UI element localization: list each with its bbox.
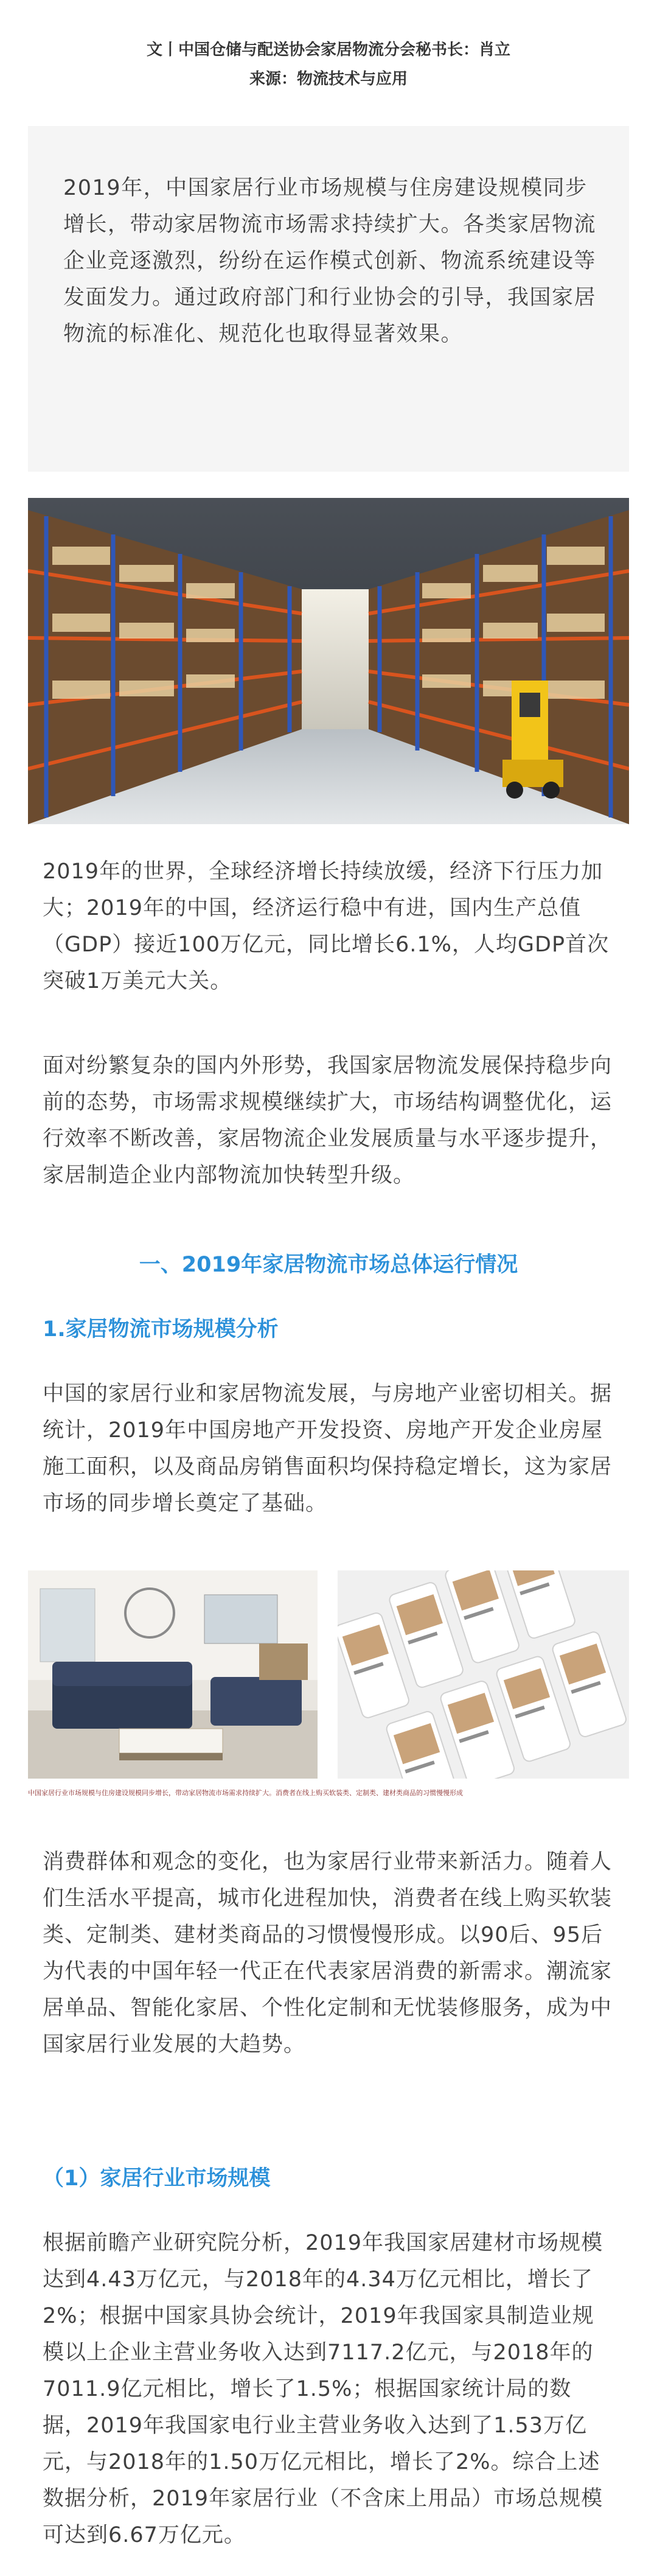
paragraph-consumers: 消费群体和观念的变化，也为家居行业带来新活力。随着人们生活水平提高，城市化进程加快，消费者在线上购买软装类、定制类、建材类商品的习惯慢慢形成。以90后、95后为代表的中国年轻一代正在代表家居消费的新需求。潮流家居单品、智能化家居、个性化定制和无忧装修服务，成为中国家居行业发展的大趋势。	[43, 1850, 613, 2057]
source-line: 来源：物流技术与应用	[249, 70, 408, 88]
living-room-furniture-image	[28, 1570, 318, 1779]
warehouse-racks-forklift-image	[28, 498, 629, 824]
mobile-app-screens-image	[338, 1570, 629, 1779]
summary-text: 2019年，中国家居行业市场规模与住房建设规模同步增长，带动家居物流市场需求持续扩大。各类家居物流企业竞逐激烈，纷纷在运作模式创新、物流系统建设等发面发力。通过政府部门和行业协会的引导，我国家居物流的标准化、规范化也取得显著效果。	[63, 176, 597, 346]
section-heading: 一、2019年家居物流市场总体运行情况	[139, 1253, 518, 1277]
paragraph-real-estate: 中国的家居行业和家居物流发展，与房地产业密切相关。据统计，2019年中国房地产开发投资、房地产开发企业房屋施工面积，以及商品房销售面积均保持稳定增长，这为家居市场的同步增长奠定了基础。	[43, 1382, 613, 1516]
paragraph-economy: 2019年的世界，全球经济增长持续放缓，经济下行压力加大；2019年的中国，经济运行稳中有进，国内生产总值（GDP）接近100万亿元，同比增长6.1%，人均GDP首次突破1万美元大关。	[43, 859, 610, 993]
byline	[0, 35, 657, 94]
paragraph-logistics-trend: 面对纷繁复杂的国内外形势，我国家居物流发展保持稳步向前的态势，市场需求规模继续扩大，市场结构调整优化，运行效率不断改善，家居物流企业发展质量与水平逐步提升，家居制造企业内部物流加快转型升级。	[43, 1054, 613, 1188]
summary-box	[28, 126, 629, 472]
image-caption: 中国家居行业市场规模与住房建设规模同步增长，带动家居物流市场需求持续扩大。消费者在线上购买软装类、定制类、建材类商品的习惯慢慢形成	[28, 1789, 463, 1797]
subsection-heading: 1.家居物流市场规模分析	[43, 1317, 279, 1342]
author-line: 文丨中国仓储与配送协会家居物流分会秘书长：肖立	[146, 41, 510, 59]
paragraph-market-size: 根据前瞻产业研究院分析，2019年我国家居建材市场规模达到4.43万亿元，与2018年的4.34万亿元相比，增长了2%；根据中国家具协会统计，2019年我国家具制造业规模以上企业主营业务收入达到7117.2亿元，与2018年的7011.9亿元相比，增长了1.5%；根据国家统计局的数据，2019年我国家电行业主营业务收入达到了1.53万亿元，与2018年的1.50万亿元相比，增长了2%。综合上述数据分析，2019年家居行业（不含床上用品）市场总规模可达到6.67万亿元。	[43, 2231, 603, 2547]
subsubsection-heading: （1）家居行业市场规模	[43, 2166, 271, 2191]
